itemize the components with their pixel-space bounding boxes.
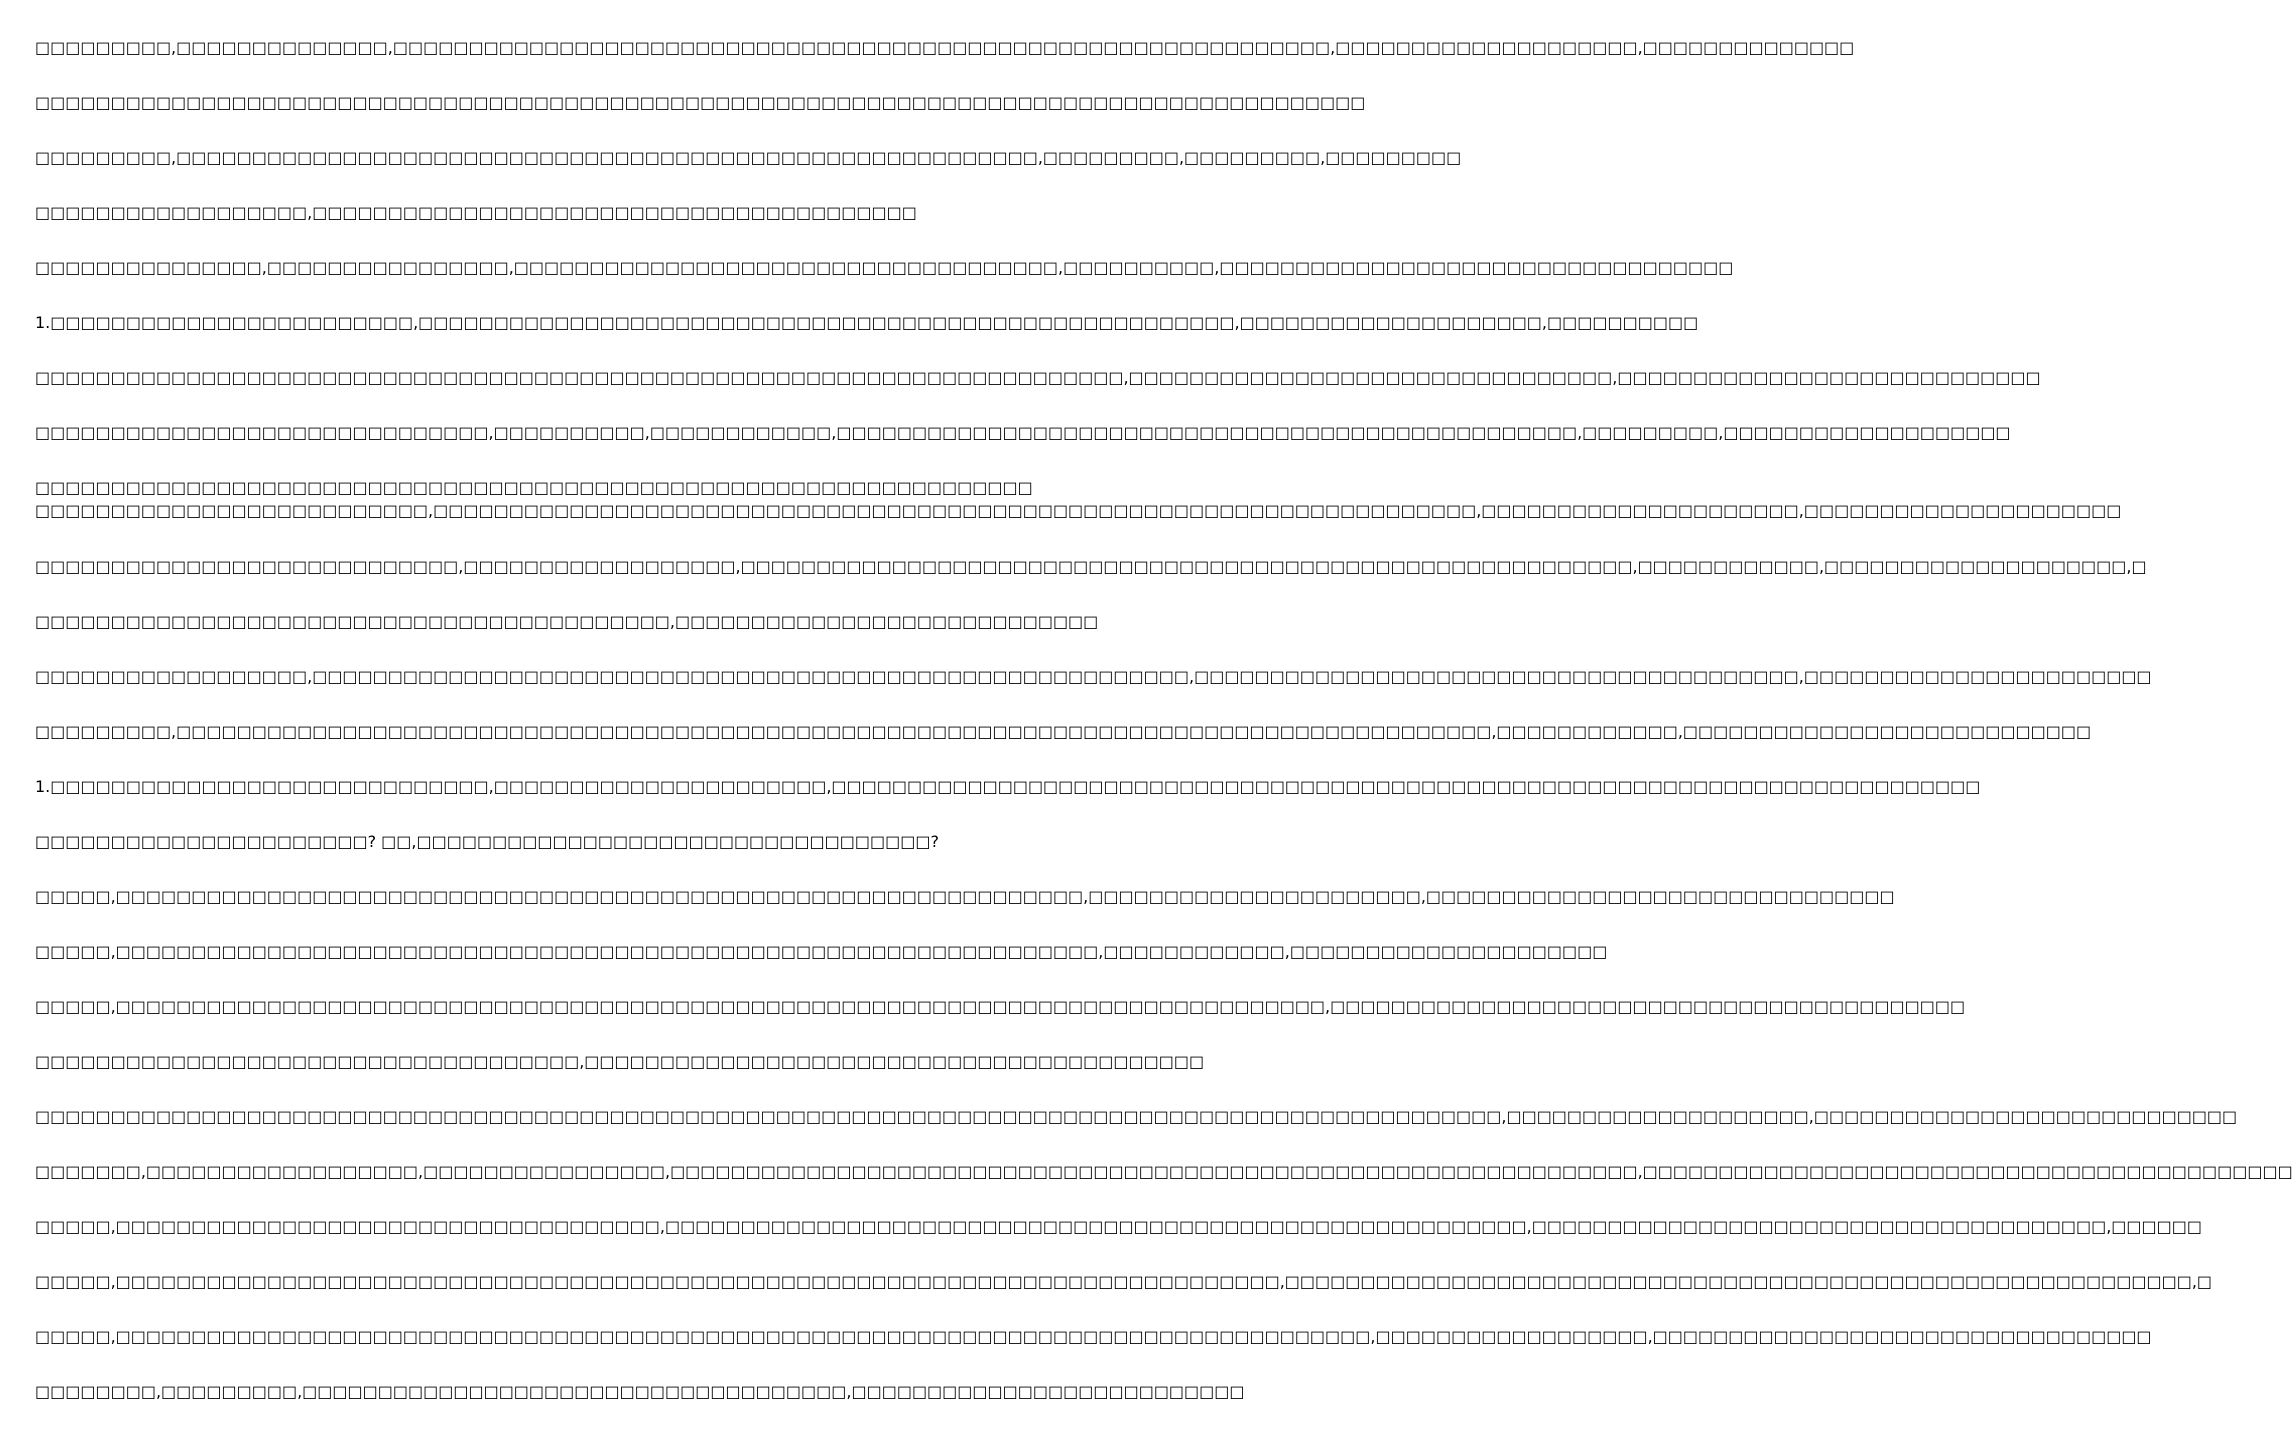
text-line: □□□□□□□□□□□□□□□□□□□□□□? □□,□□□□□□□□□□□□□□□□□□□□□□□□□□□□□□□□□□?	[35, 832, 939, 851]
text-line: □□□□□□□,□□□□□□□□□□□□□□□□□□,□□□□□□□□□□□□□□□□,□□□□□□□□□□□□□□□□□□□□□□□□□□□□□□□□□□□□□□□□□□□□□□□□□□□□□□□□□□□□□□□□,□□□□□□□□□□□□□□□□□□□□□□□□□□□□□□□□□□□□□□□□□□□	[35, 1162, 2293, 1181]
text-line: □□□□□□□□,□□□□□□□□□,□□□□□□□□□□□□□□□□□□□□□□□□□□□□□□□□□□□□,□□□□□□□□□□□□□□□□□□□□□□□□□□	[35, 1382, 1245, 1401]
text-line: □□□□□□□□□□□□□□□□□□□□□□□□□□□□,□□□□□□□□□□□□□□□□□□,□□□□□□□□□□□□□□□□□□□□□□□□□□□□□□□□□□□□□□□□□□□□□□□□□□□□□□□□□□□,□□□□□□□□□□□□,□□□□□□□□□□□□□□□□□□□□,□	[35, 557, 2147, 576]
text-line: □□□□□□□□□,□□□□□□□□□□□□□□□□□□□□□□□□□□□□□□□□□□□□□□□□□□□□□□□□□□□□□□□□□□□□□□□□□□□□□□□□□□□□□□□□□□□□□□□,□□□□□□□□□□□□,□□□□□□□□□□□□□□□□□□□□□□□□□□□	[35, 722, 2092, 741]
text-line: 1.□□□□□□□□□□□□□□□□□□□□□□□□,□□□□□□□□□□□□□□□□□□□□□□□□□□□□□□□□□□□□□□□□□□□□□□□□□□□□□□,□□□□□□□□□□□□□□□□□□□□,□□□□□□□□□□	[35, 313, 1699, 332]
text-line: □□□□□□□□□□□□□□□□□□□□□□□□□□□□□□□□□□□□□□□□□□□□□□□□□□□□□□□□□□□□□□□□□□□□□□□□,□□□□□□□□□□□□□□□□□□□□□□□□□□□□□□□□,□□□□□□□□□□□□□□□□□□□□□□□□□□□□	[35, 368, 2041, 387]
text-line: □□□□□,□□□□□□□□□□□□□□□□□□□□□□□□□□□□□□□□□□□□□□□□□□□□□□□□□□□□□□□□□□□□□□□□,□□□□□□□□□□□□□□□□□□□□□□,□□□□□□□□□□□□□□□□□□□□□□□□□□□□□□□	[35, 887, 1895, 906]
text-line: □□□□□,□□□□□□□□□□□□□□□□□□□□□□□□□□□□□□□□□□□□□□□□□□□□□□□□□□□□□□□□□□□□□□□□□□□□□□□□□□□□□□□□,□□□□□□□□□□□□□□□□□□□□□□□□□□□□□□□□□□□□□□□□□□	[35, 997, 1966, 1016]
document-page	[35, 0, 2293, 1449]
text-line: □□□□□,□□□□□□□□□□□□□□□□□□□□□□□□□□□□□□□□□□□□□□□□□□□□□□□□□□□□□□□□□□□□□□□□□□□□□□□□□□□□□□□□□□□,□□□□□□□□□□□□□□□□□□,□□□□□□□□□□□□□□□□□□□□□□□□□□□□□□□□□	[35, 1327, 2152, 1346]
text-line: □□□□□□□□□□□□□□□□□□□□□□□□□□□□□□□□□□□□□□□□□□□□□□□□□□□□□□□□□□□□□□□□□□□□□□□□□□□□□□□□□□□□□□□□□□□□□□□□□,□□□□□□□□□□□□□□□□□□□□,□□□□□□□□□□□□□□□□□□□□□□□□□□□□	[35, 1107, 2238, 1126]
text-line: □□□□□,□□□□□□□□□□□□□□□□□□□□□□□□□□□□□□□□□□□□,□□□□□□□□□□□□□□□□□□□□□□□□□□□□□□□□□□□□□□□□□□□□□□□□□□□□□□□□□,□□□□□□□□□□□□□□□□□□□□□□□□□□□□□□□□□□□□□□,□□□□□□	[35, 1217, 2202, 1236]
text-line: □□□□□□□□□□□□□□□□□□,□□□□□□□□□□□□□□□□□□□□□□□□□□□□□□□□□□□□□□□□	[35, 203, 917, 222]
text-line: □□□□□□□□□,□□□□□□□□□□□□□□□□□□□□□□□□□□□□□□□□□□□□□□□□□□□□□□□□□□□□□□□□□,□□□□□□□□□,□□□□□□□□□,□□□□□□□□□	[35, 148, 1462, 167]
text-line: □□□□□□□□□□□□□□□□□□,□□□□□□□□□□□□□□□□□□□□□□□□□□□□□□□□□□□□□□□□□□□□□□□□□□□□□□□□□□,□□□□□□□□□□□□□□□□□□□□□□□□□□□□□□□□□□□□□□□□,□□□□□□□□□□□□□□□□□□□□□□□	[35, 667, 2152, 686]
text-line: □□□□□□□□□,□□□□□□□□□□□□□□,□□□□□□□□□□□□□□□□□□□□□□□□□□□□□□□□□□□□□□□□□□□□□□□□□□□□□□□□□□□□□□,□□□□□□□□□□□□□□□□□□□□,□□□□□□□□□□□□□□	[35, 38, 1855, 57]
text-line: □□□□□□□□□□□□□□□□□□□□□□□□□□□□□□□□□□□□□□□□□□□□□□□□□□□□□□□□□□□□□□□□□□	[35, 478, 1033, 497]
text-line: □□□□□,□□□□□□□□□□□□□□□□□□□□□□□□□□□□□□□□□□□□□□□□□□□□□□□□□□□□□□□□□□□□□□□□□,□□□□□□□□□□□□,□□□□□□□□□□□□□□□□□□□□□	[35, 942, 1608, 961]
text-line: 1.□□□□□□□□□□□□□□□□□□□□□□□□□□□□□,□□□□□□□□□□□□□□□□□□□□□□,□□□□□□□□□□□□□□□□□□□□□□□□□□□□□□□□□□□□□□□□□□□□□□□□□□□□□□□□□□□□□□□□□□□□□□□□□□□□	[35, 777, 1981, 796]
text-line: □□□□□□□□□□□□□□□□□□□□□□□□□□□□□□,□□□□□□□□□□,□□□□□□□□□□□□,□□□□□□□□□□□□□□□□□□□□□□□□□□□□□□□□□□□□□□□□□□□□□□□□□,□□□□□□□□□,□□□□□□□□□□□□□□□□□□□	[35, 423, 2011, 442]
text-line: □□□□□□□□□□□□□□□,□□□□□□□□□□□□□□□□,□□□□□□□□□□□□□□□□□□□□□□□□□□□□□□□□□□□□,□□□□□□□□□□,□□□□□□□□□□□□□□□□□□□□□□□□□□□□□□□□□□	[35, 258, 1734, 277]
text-line: □□□□□□□□□□□□□□□□□□□□□□□□□□,□□□□□□□□□□□□□□□□□□□□□□□□□□□□□□□□□□□□□□□□□□□□□□□□□□□□□□□□□□□□□□□□□□□□□,□□□□□□□□□□□□□□□□□□□□□,□□□□□□□□□□□□□□□□□□□□□	[35, 501, 2122, 520]
text-line: □□□□□□□□□□□□□□□□□□□□□□□□□□□□□□□□□□□□□□□□□□□□□□□□□□□□□□□□□□□□□□□□□□□□□□□□□□□□□□□□□□□□□□□□	[35, 93, 1366, 112]
text-line: □□□□□,□□□□□□□□□□□□□□□□□□□□□□□□□□□□□□□□□□□□□□□□□□□□□□□□□□□□□□□□□□□□□□□□□□□□□□□□□□□□□,□□□□□□□□□□□□□□□□□□□□□□□□□□□□□□□□□□□□□□□□□□□□□□□□□□□□□□□□□□□□,□	[35, 1272, 2213, 1291]
text-line: □□□□□□□□□□□□□□□□□□□□□□□□□□□□□□□□□□□□,□□□□□□□□□□□□□□□□□□□□□□□□□□□□□□□□□□□□□□□□□	[35, 1052, 1205, 1071]
text-line: □□□□□□□□□□□□□□□□□□□□□□□□□□□□□□□□□□□□□□□□□□,□□□□□□□□□□□□□□□□□□□□□□□□□□□□	[35, 612, 1099, 631]
